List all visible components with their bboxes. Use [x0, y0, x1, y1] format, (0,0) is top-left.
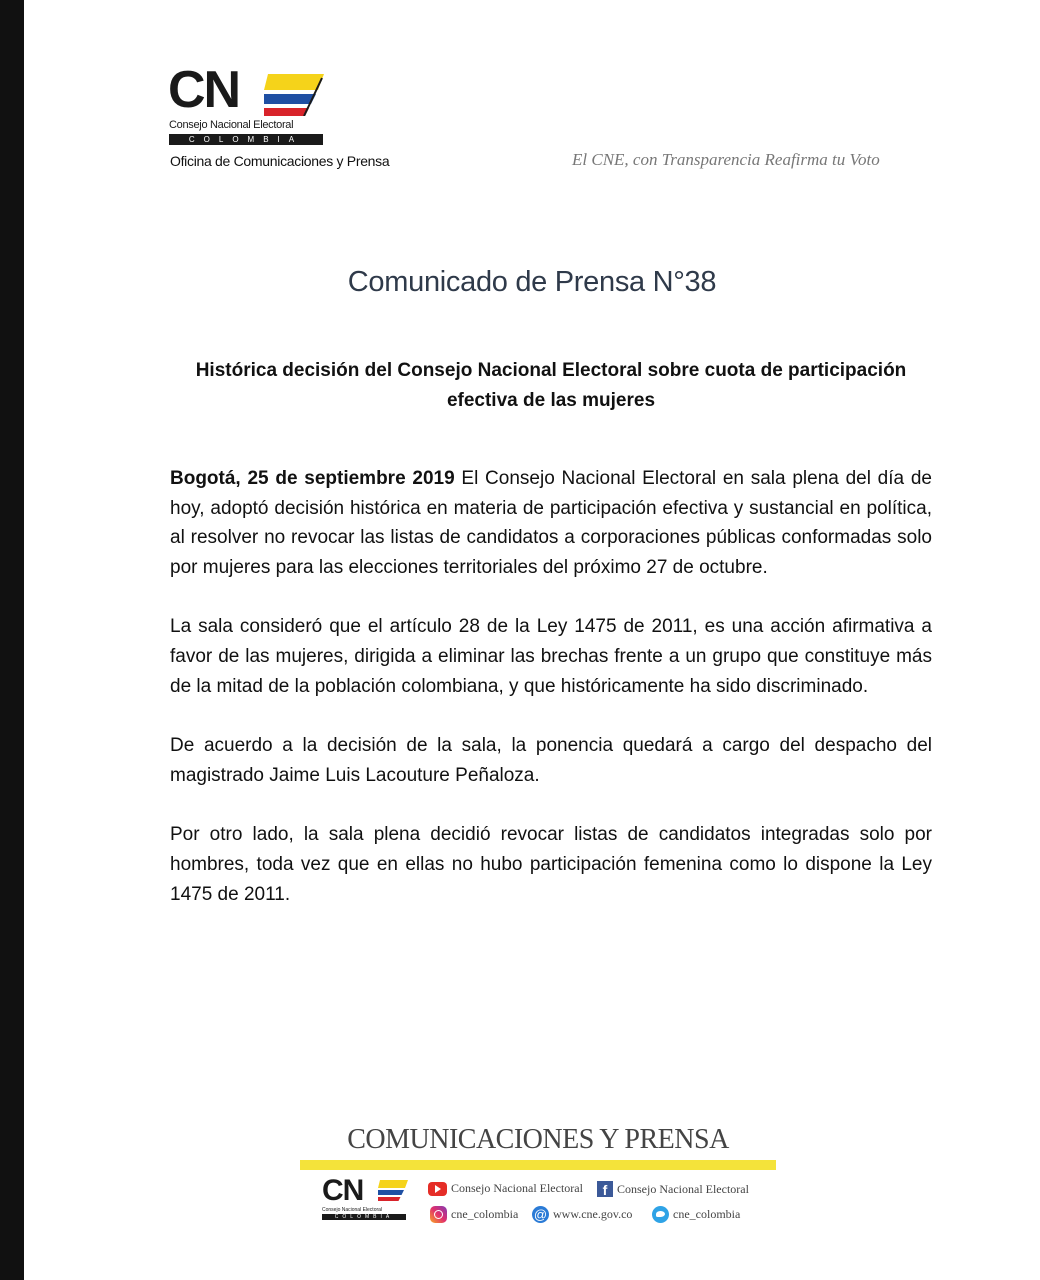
footer-logo-country: COLOMBIA: [322, 1214, 406, 1220]
facebook-icon: f: [597, 1181, 613, 1197]
youtube-link[interactable]: [428, 1181, 583, 1196]
facebook-label: Consejo Nacional Electoral: [617, 1181, 749, 1196]
youtube-label: Consejo Nacional Electoral: [451, 1181, 583, 1195]
paragraph-3: De acuerdo a la decisión de la sala, la ponencia quedará a cargo del despacho del magistrado Jaime Luis Lacouture Peñaloza.: [170, 735, 932, 786]
motto: El CNE, con Transparencia Reafirma tu Voto: [572, 150, 880, 169]
twitter-label: cne_colombia: [673, 1207, 741, 1221]
cne-logo: [168, 61, 328, 150]
at-icon: @: [533, 1207, 548, 1222]
footer-cne-logo: [322, 1176, 412, 1228]
press-release-title: Comunicado de Prensa N°38: [347, 266, 717, 298]
footer-yellow-bar: [300, 1160, 776, 1170]
website-link[interactable]: [532, 1206, 632, 1223]
instagram-link[interactable]: [430, 1206, 518, 1223]
instagram-icon: [430, 1206, 447, 1223]
logo-name: Consejo Nacional Electoral: [169, 119, 294, 131]
headline: Histórica decisión del Consejo Nacional Electoral sobre cuota de participación efectiva de las mujeres: [195, 360, 907, 411]
footer-logo-letters: CN: [322, 1174, 364, 1207]
paragraph-1-text: El Consejo Nacional Electoral en sala plena del día de hoy, adoptó decisión histórica en materia de participación efectiva y sustancial en política, al resolver no revocar las listas de candidatos a corporaciones públicas conformadas solo por mujeres para las elecciones territoriales del próximo 27 de octubre.: [170, 468, 932, 578]
dateline: Bogotá, 25 de septiembre 2019: [170, 468, 455, 489]
colombia-flag-icon: [264, 72, 324, 116]
instagram-label: cne_colombia: [451, 1207, 519, 1221]
logo-letters: CN: [168, 61, 240, 119]
logo-country: COLOMBIA: [169, 134, 323, 145]
twitter-icon: [652, 1206, 669, 1223]
paragraph-4: Por otro lado, la sala plena decidió revocar listas de candidatos integradas solo por hombres, toda vez que en ellas no hubo participación femenina como lo dispone la Ley 1475 de 2011.: [170, 824, 932, 905]
paragraph-2: La sala consideró que el artículo 28 de la Ley 1475 de 2011, es una acción afirmativa a favor de las mujeres, dirigida a eliminar las brechas frente a un grupo que constituye más de la mitad de la población colombiana, y que históricamente ha sido discriminado.: [170, 616, 932, 697]
youtube-icon: [428, 1182, 447, 1196]
office-name: Oficina de Comunicaciones y Prensa: [170, 153, 390, 169]
footer-flag-icon: [378, 1178, 408, 1202]
body-text: [170, 464, 932, 939]
paragraph-1: [170, 464, 932, 582]
footer-logo-name: Consejo Nacional Electoral: [322, 1207, 383, 1213]
facebook-link[interactable]: [597, 1181, 749, 1197]
footer-title: COMUNICACIONES Y PRENSA: [347, 1124, 729, 1155]
website-label: www.cne.gov.co: [553, 1207, 633, 1221]
twitter-link[interactable]: [652, 1206, 740, 1223]
document-page: [24, 0, 1040, 1280]
